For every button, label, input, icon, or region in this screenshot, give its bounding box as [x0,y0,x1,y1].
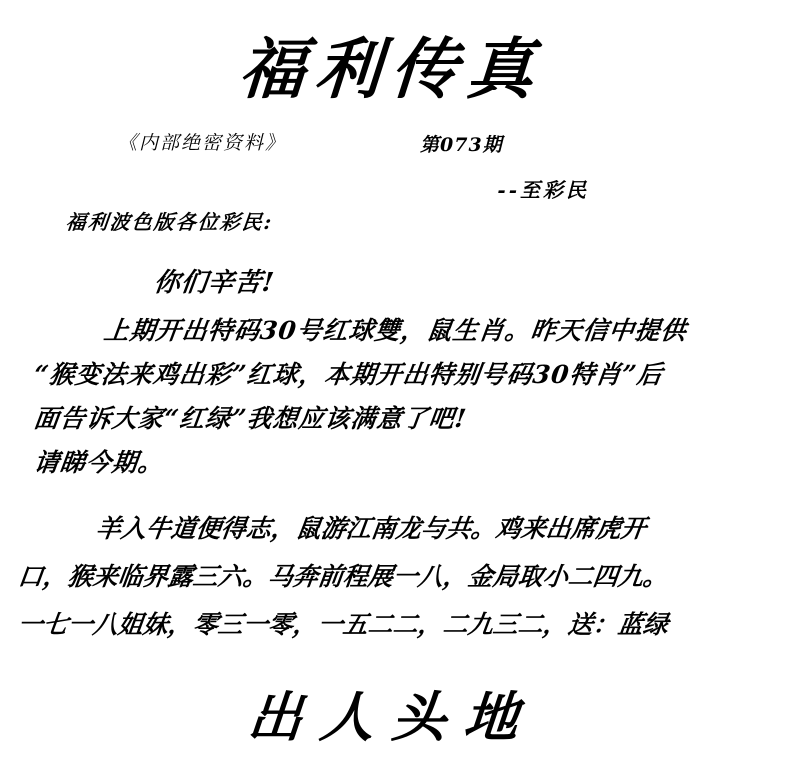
verse-line: 羊入牛道便得志，鼠游江南龙与共。鸡来出席虎开 [94,514,648,543]
body-line: “猴变法来鸡出彩”红球，本期开出特别号码30特肖”后 [32,360,665,389]
subheader [0,128,785,202]
page-title: 福利传真 [236,30,546,108]
body-line: 上期开出特码30号红球雙，鼠生肖。昨天信中提供 [102,316,689,345]
verse-block [0,505,785,649]
verse-line: 口，猴来临界露三六。马奔前程展一八，金局取小二四九。 [16,562,670,591]
body-line: 面告诉大家“红绿”我想应该满意了吧! [32,404,469,433]
verse-line: 一七一八姐妹，零三一零，一五二二，二九三二，送：蓝绿 [16,610,670,639]
issue-number: 第073期 [420,134,503,156]
greeting-line: 你们辛苦! [152,268,277,298]
footer-slogan: 出人头地 [245,685,539,749]
salutation: 福利波色版各位彩民: [64,210,275,234]
body-block [0,257,785,485]
addressee-label: --至彩民 [497,178,589,202]
secret-material-label: 《内部绝密资料》 [118,132,287,154]
body-line: 请睇今期。 [32,448,166,477]
